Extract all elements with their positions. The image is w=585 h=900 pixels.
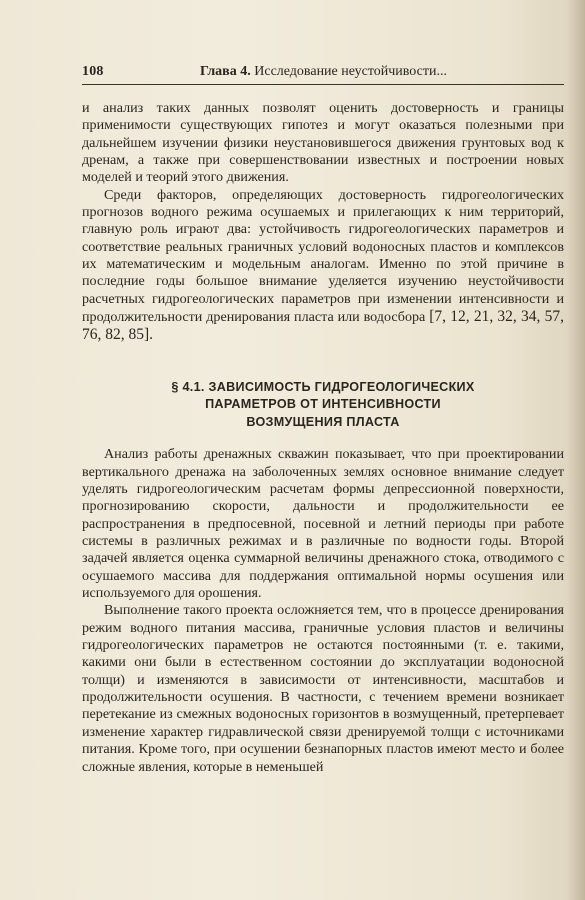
paragraph-factors-text: Среди факторов, определяющих достоверность гидрогеологических прогнозов водного режима осушаемых и прилегающих к ним территорий, главную роль играют два: устойчивость гидрогеологических параметров и соответствие реальных граничных условий водоносных пластов и комплексов их математическим и модельным аналогам. Именно по этой причине в последние годы большое внимание уделяется изучению неустойчивости расчетных гидрогеологических параметров при изменении интенсивности и продолжительности дренирования пласта или водосбора — [82, 186, 564, 326]
section-heading-line-3: ВОЗМУЩЕНИЯ ПЛАСТА — [246, 414, 400, 429]
page-number: 108 — [82, 64, 104, 79]
paragraph-continuation: и анализ таких данных позволят оценить достоверность и границы применимости существующих гипотез и могут оказаться полезными при дальнейшем изучении физики неустановившегося движения грунтовых вод к дренам, а также при совершенствовании известных и построении новых моделей и теорий этого движения. — [82, 100, 564, 186]
section-heading-line-1: § 4.1. ЗАВИСИМОСТЬ ГИДРОГЕОЛОГИЧЕСКИХ — [171, 379, 475, 394]
paragraph-factors — [82, 187, 564, 345]
running-head — [200, 64, 447, 80]
paragraph-project: Выполнение такого проекта осложняется тем, что в процессе дренирования режим водного питания массива, граничные условия пластов и величины гидрогеологических параметров не остаются постоянными (т. е. такими, какими они были в естественном состоянии до эксплуатации водоносной толщи) и изменяются в зависимости от интенсивности, масштабов и продолжительности осушения. В частности, с течением времени возникает перетекание из смежных водоносных горизонтов в возмущенный, претерпевает изменение характер гидравлической связи дренируемой толщи с источниками питания. Кроме того, при осушении безнапорных пластов имеют место и более сложные явления, которые в неменьшей — [82, 602, 564, 775]
chapter-title: Исследование неустойчивости... — [254, 64, 447, 79]
paragraph-analysis: Анализ работы дренажных скважин показывает, что при проектировании вертикального дренажа на заболоченных землях основное внимание следует уделять гидрогеологическим расчетам формы депрессионной поверхности, прогнозированию скорости, дальности и продолжительности ее распространения в предпосевной, посевной и летний периоды при работе системы в различных режимах и в различные по водности годы. Второй задачей является оценка суммарной величины дренажного стока, отводимого с осушаемого массива для поддержания оптимальной нормы осушения или используемого для орошения. — [82, 446, 564, 602]
page-body — [82, 100, 564, 776]
reference-list: [7, 12, 21, 32, 34, 57, 76, 82, 85]. — [82, 308, 565, 344]
section-heading-line-2: ПАРАМЕТРОВ ОТ ИНТЕНСИВНОСТИ — [205, 397, 441, 412]
section-heading — [82, 379, 564, 432]
chapter-label: Глава 4. — [200, 64, 251, 79]
running-header — [82, 62, 564, 85]
